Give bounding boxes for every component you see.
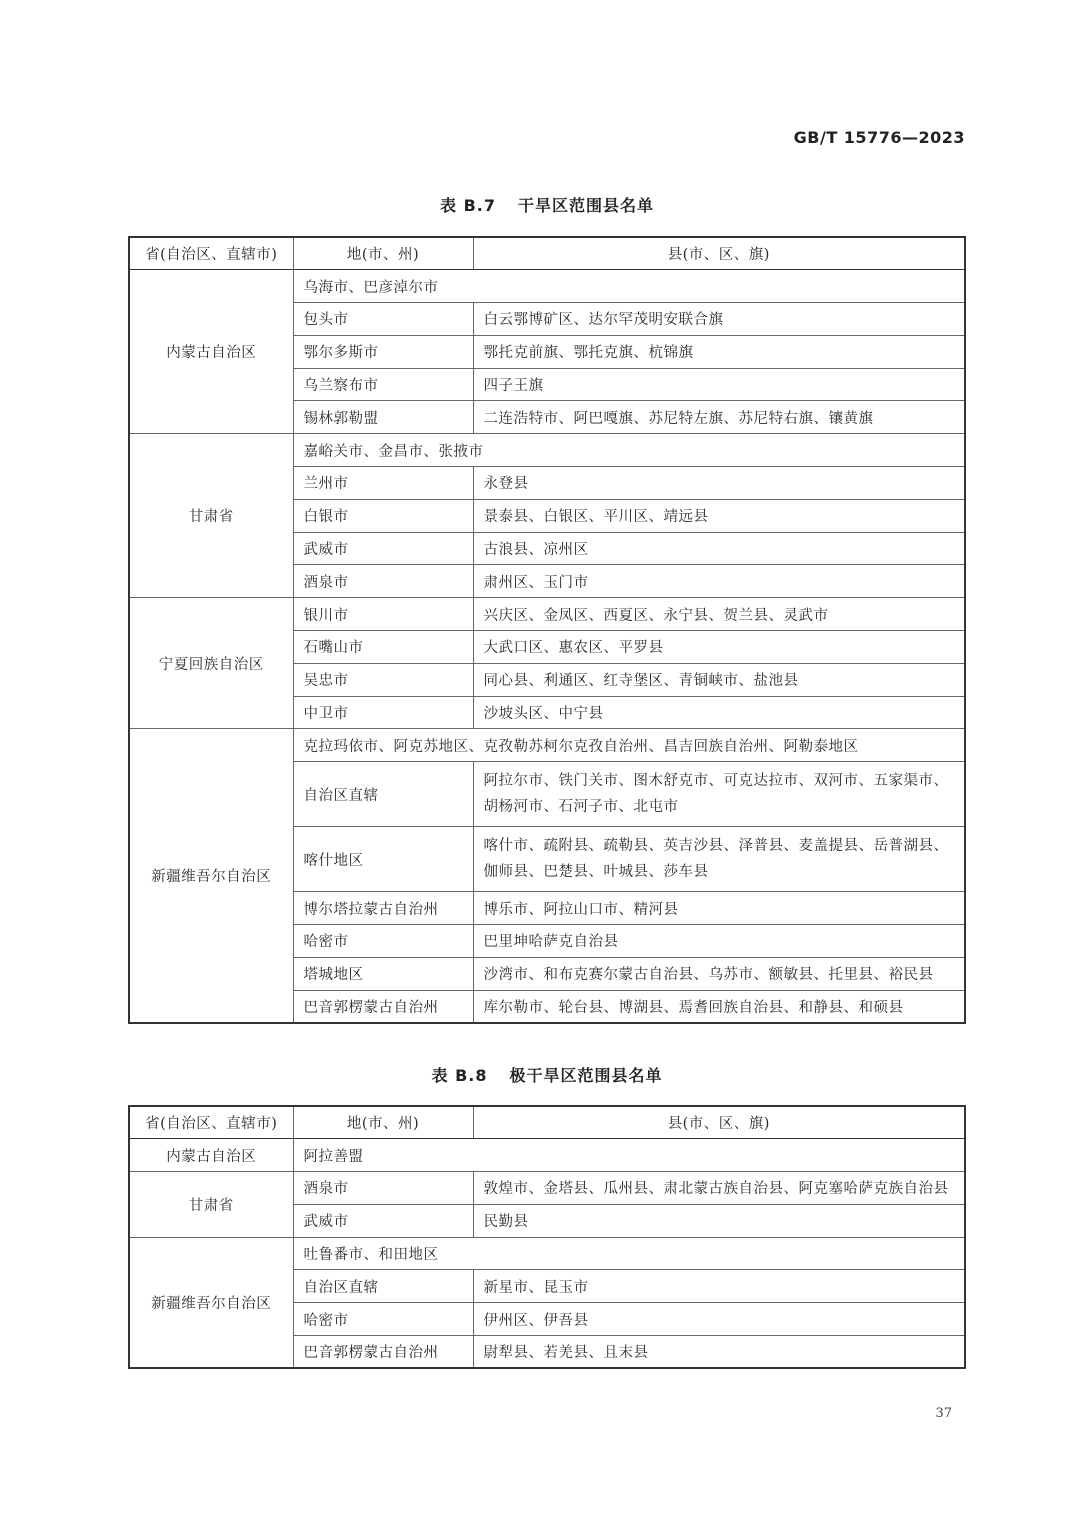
county-cell: 伊州区、伊吾县 [473,1303,965,1336]
county-cell: 博乐市、阿拉山口市、精河县 [473,892,965,925]
county-cell: 库尔勒市、轮台县、博湖县、焉耆回族自治县、和静县、和硕县 [473,990,965,1023]
city-cell: 克拉玛依市、阿克苏地区、克孜勒苏柯尔克孜自治州、昌吉回族自治州、阿勒泰地区 [293,729,965,762]
county-cell: 白云鄂博矿区、达尔罕茂明安联合旗 [473,303,965,336]
city-cell: 酒泉市 [293,1172,473,1205]
table-row [129,1237,965,1270]
city-cell: 白银市 [293,499,473,532]
city-cell: 乌海市、巴彦淖尔市 [293,270,965,303]
city-cell: 武威市 [293,1204,473,1237]
standard-code: GB/T 15776—2023 [793,128,965,147]
table-b8-caption: 极干旱区范围县名单 [509,1066,663,1085]
county-cell: 阿拉尔市、铁门关市、图木舒克市、可克达拉市、双河市、五家渠市、胡杨河市、石河子市、北屯市 [473,762,965,827]
city-cell: 自治区直辖 [293,762,473,827]
county-cell: 鄂托克前旗、鄂托克旗、杭锦旗 [473,335,965,368]
table-header-row [129,237,965,270]
province-cell: 甘肃省 [129,434,293,598]
county-cell: 同心县、利通区、红寺堡区、青铜峡市、盐池县 [473,663,965,696]
province-cell: 内蒙古自治区 [129,1139,293,1172]
table-b8 [128,1105,966,1369]
city-cell: 哈密市 [293,1303,473,1336]
county-cell: 二连浩特市、阿巴嘎旗、苏尼特左旗、苏尼特右旗、镶黄旗 [473,401,965,434]
city-cell: 巴音郭楞蒙古自治州 [293,990,473,1023]
header-province: 省(自治区、直辖市) [129,237,293,270]
city-cell: 武威市 [293,532,473,565]
province-cell: 宁夏回族自治区 [129,598,293,729]
county-cell: 古浪县、凉州区 [473,532,965,565]
city-cell: 兰州市 [293,467,473,500]
city-cell: 塔城地区 [293,957,473,990]
table-row [129,729,965,762]
province-cell: 新疆维吾尔自治区 [129,1237,293,1368]
city-cell: 银川市 [293,598,473,631]
city-cell: 自治区直辖 [293,1270,473,1303]
city-cell: 石嘴山市 [293,631,473,664]
county-cell: 巴里坤哈萨克自治县 [473,925,965,958]
city-cell: 乌兰察布市 [293,368,473,401]
city-cell: 博尔塔拉蒙古自治州 [293,892,473,925]
county-cell: 民勤县 [473,1204,965,1237]
city-cell: 锡林郭勒盟 [293,401,473,434]
city-cell: 哈密市 [293,925,473,958]
table-row [129,434,965,467]
city-cell: 巴音郭楞蒙古自治州 [293,1336,473,1369]
county-cell: 四子王旗 [473,368,965,401]
county-cell: 沙坡头区、中宁县 [473,696,965,729]
page-number: 37 [935,1406,952,1421]
province-cell: 甘肃省 [129,1172,293,1238]
header-province: 省(自治区、直辖市) [129,1106,293,1139]
county-cell: 尉犁县、若羌县、且末县 [473,1336,965,1369]
table-b7 [128,236,966,1024]
header-county: 县(市、区、旗) [473,237,965,270]
county-cell: 肃州区、玉门市 [473,565,965,598]
county-cell: 兴庆区、金凤区、西夏区、永宁县、贺兰县、灵武市 [473,598,965,631]
county-cell: 景泰县、白银区、平川区、靖远县 [473,499,965,532]
city-cell: 阿拉善盟 [293,1139,965,1172]
city-cell: 嘉峪关市、金昌市、张掖市 [293,434,965,467]
county-cell: 喀什市、疏附县、疏勒县、英吉沙县、泽普县、麦盖提县、岳普湖县、伽师县、巴楚县、叶城县、莎车县 [473,827,965,892]
city-cell: 吴忠市 [293,663,473,696]
table-b8-title [128,1063,966,1086]
city-cell: 酒泉市 [293,565,473,598]
table-b8-number: 表 B.8 [431,1066,488,1085]
header-city: 地(市、州) [293,237,473,270]
table-row [129,598,965,631]
county-cell: 大武口区、惠农区、平罗县 [473,631,965,664]
table-row [129,1139,965,1172]
city-cell: 鄂尔多斯市 [293,335,473,368]
province-cell: 内蒙古自治区 [129,270,293,434]
table-b7-title [128,193,966,216]
header-county: 县(市、区、旗) [473,1106,965,1139]
city-cell: 喀什地区 [293,827,473,892]
table-row [129,1172,965,1205]
city-cell: 吐鲁番市、和田地区 [293,1237,965,1270]
city-cell: 包头市 [293,303,473,336]
table-row [129,270,965,303]
table-b7-caption: 干旱区范围县名单 [517,196,654,215]
header-city: 地(市、州) [293,1106,473,1139]
county-cell: 新星市、昆玉市 [473,1270,965,1303]
county-cell: 永登县 [473,467,965,500]
city-cell: 中卫市 [293,696,473,729]
table-b7-number: 表 B.7 [440,196,496,215]
province-cell: 新疆维吾尔自治区 [129,729,293,1023]
county-cell: 沙湾市、和布克赛尔蒙古自治县、乌苏市、额敏县、托里县、裕民县 [473,957,965,990]
county-cell: 敦煌市、金塔县、瓜州县、肃北蒙古族自治县、阿克塞哈萨克族自治县 [473,1172,965,1205]
table-header-row [129,1106,965,1139]
